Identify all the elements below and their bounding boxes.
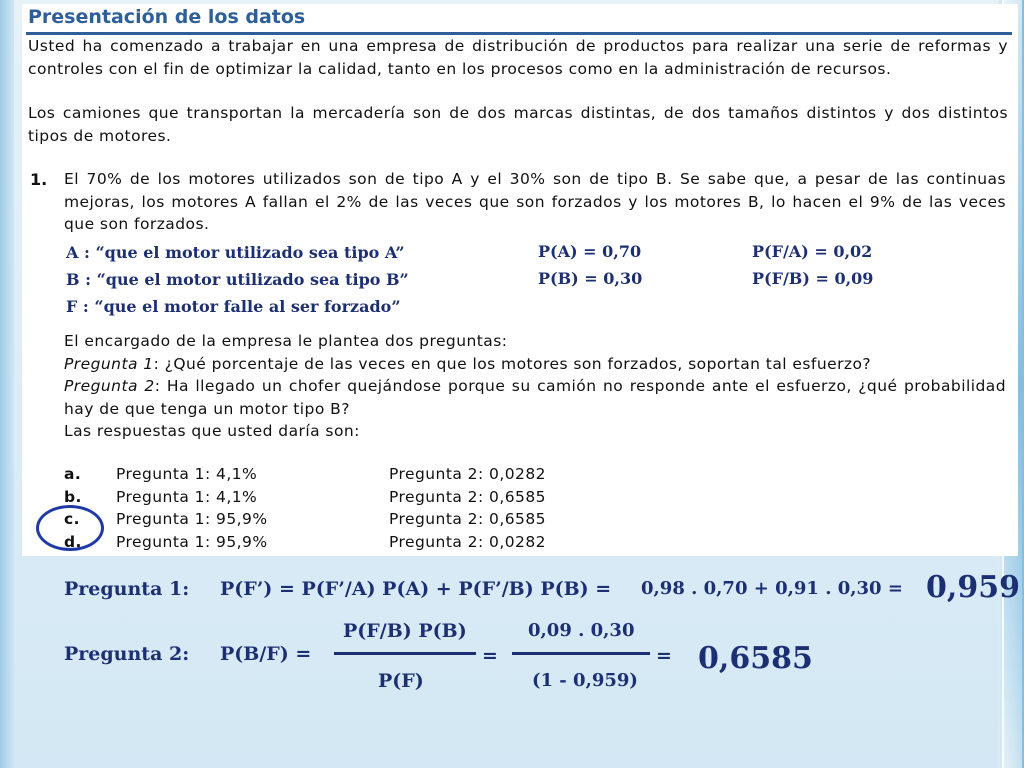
answer-pregunta-2: Pregunta 2: 0,6585: [389, 487, 546, 506]
solution-p2-lhs: P(B/F) =: [220, 643, 312, 665]
selected-answer-circle: [36, 505, 104, 551]
solution-p1-label: Pregunta 1:: [64, 578, 190, 600]
prob-f-given-a: P(F/A) = 0,02: [752, 242, 873, 261]
definition-f: F : “que el motor falle al ser forzado”: [66, 297, 401, 316]
prob-f-given-b: P(F/B) = 0,09: [752, 269, 874, 288]
solution-p2-label: Pregunta 2:: [64, 643, 190, 665]
answer-letter: c.: [64, 510, 80, 528]
answers-intro: Las respuestas que usted daría son:: [64, 422, 360, 440]
pregunta-1: [64, 353, 1006, 376]
prob-a: P(A) = 0,70: [538, 242, 642, 261]
answer-pregunta-1: Pregunta 1: 4,1%: [116, 465, 258, 483]
question-text: El 70% de los motores utilizados son de tipo A y el 30% son de tipo B. Se sabe que, a pesar de las continuas mejoras, los motores A fallan el 2% de las veces que son forzados y los motores B, lo hacen el 9% de las veces que son forzados.: [64, 170, 1006, 233]
definition-a: A : “que el motor utilizado sea tipo A”: [66, 243, 405, 262]
solution-p2-equals-1: =: [482, 645, 498, 667]
definition-b: B : “que el motor utilizado sea tipo B”: [66, 270, 409, 289]
answer-pregunta-1: Pregunta 1: 95,9%: [116, 532, 268, 551]
solution-p1-result: 0,959: [926, 570, 1020, 605]
prob-b: P(B) = 0,30: [538, 269, 643, 288]
fraction-bar-2: [512, 652, 650, 655]
solution-p1-calc: 0,98 . 0,70 + 0,91 . 0,30 =: [641, 578, 903, 599]
intro-paragraph-1: Usted ha comenzado a trabajar en una empresa de distribución de productos para realizar una serie de reformas y controles con el fin de optimizar la calidad, tanto en los procesos como en la administración de recursos.: [28, 37, 1008, 78]
answer-pregunta-2: Pregunta 2: 0,0282: [389, 465, 546, 483]
answer-pregunta-1: Pregunta 1: 95,9%: [116, 510, 268, 528]
answer-pregunta-1: Pregunta 1: 4,1%: [116, 487, 258, 506]
solution-p2-numerator: P(F/B) P(B): [343, 620, 467, 642]
document-title: Presentación de los datos: [28, 6, 306, 28]
answer-letter: a.: [64, 465, 82, 483]
prompt-intro: El encargado de la empresa le plantea dos preguntas:: [64, 332, 508, 350]
questions-block: [64, 330, 1006, 443]
solution-p2-equals-2: =: [656, 645, 672, 667]
event-definitions: [66, 239, 409, 320]
left-frame: [0, 0, 14, 768]
answer-pregunta-2: Pregunta 2: 0,0282: [389, 532, 546, 551]
pregunta-2-label: Pregunta 2: [64, 377, 155, 395]
pregunta-2: [64, 375, 1006, 420]
answer-letter: b.: [64, 487, 82, 506]
question-number: 1.: [30, 170, 48, 189]
answer-pregunta-2: Pregunta 2: 0,6585: [389, 510, 546, 528]
intro-paragraph-2: Los camiones que transportan la mercadería son de dos marcas distintas, de dos tamaños distintos y dos distintos tipos de motores.: [28, 104, 1008, 145]
solution-p1-formula: P(F’) = P(F’/A) P(A) + P(F’/B) P(B) =: [220, 578, 612, 600]
solution-p2-numerator-values: 0,09 . 0,30: [528, 620, 635, 641]
solution-p2-result: 0,6585: [698, 641, 813, 676]
pregunta-2-text: : Ha llegado un chofer quejándose porque su camión no responde ante el esfuerzo, ¿qué probabilidad hay de que tenga un motor tipo B?: [64, 377, 1006, 418]
pregunta-1-text: : ¿Qué porcentaje de las veces en que los motores son forzados, soportan tal esfuerzo?: [153, 354, 872, 373]
pregunta-1-label: Pregunta 1: [64, 354, 154, 373]
answer-letter: d.: [64, 532, 82, 551]
solution-p2-denominator: P(F): [378, 670, 424, 692]
fraction-bar-1: [334, 652, 476, 655]
solution-p2-denominator-values: (1 - 0,959): [532, 670, 638, 691]
